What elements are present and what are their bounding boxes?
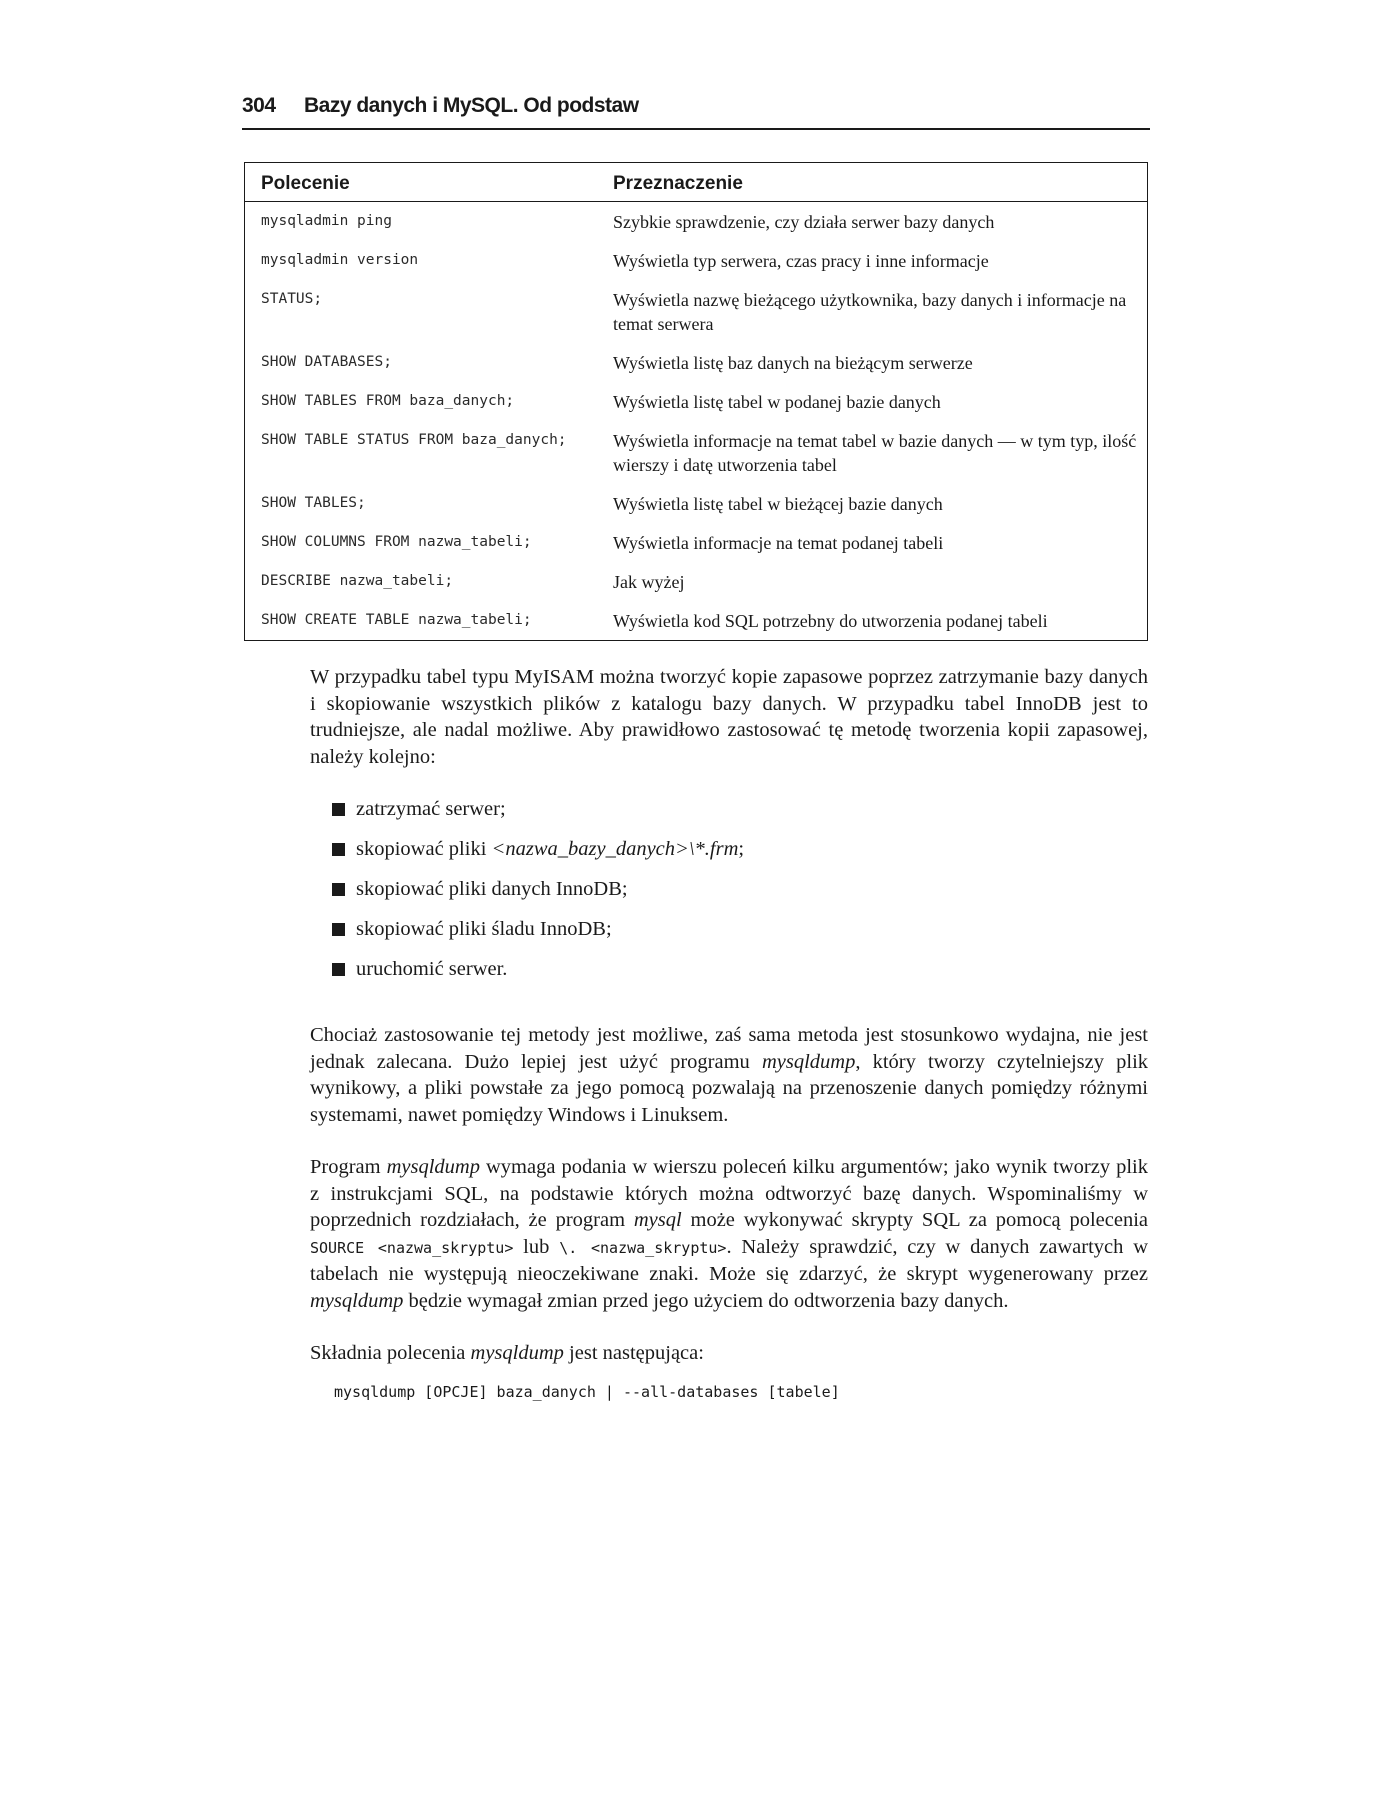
text-run: wymaga podania w wierszu poleceń kilku argumentów; jako wynik tworzy plik z instrukcjami SQL, na podstawie których można odtworzyć bazę danych. Wspominaliśmy w poprzednich rozdziałach, że program xyxy=(310,1156,1148,1231)
bullet-square-icon xyxy=(332,963,345,976)
table-row xyxy=(245,421,1148,484)
command-cell: mysqladmin ping xyxy=(261,213,392,229)
running-title: Bazy danych i MySQL. Od podstaw xyxy=(304,94,639,117)
paragraph-syntax-intro xyxy=(310,1340,1148,1367)
program-name: mysql xyxy=(633,1209,682,1231)
table-row xyxy=(245,523,1148,562)
page-header xyxy=(242,94,1150,130)
list-item-text: skopiować pliki śladu InnoDB; xyxy=(356,918,612,940)
table-row xyxy=(245,484,1148,523)
file-pattern: <nazwa_bazy_danych>\*.frm xyxy=(491,838,739,860)
list-item xyxy=(310,916,1148,956)
description-cell: Jak wyżej xyxy=(613,572,685,592)
table-row xyxy=(245,202,1148,242)
text-run: będzie wymagał zmian przed jego użyciem do odtworzenia bazy danych. xyxy=(403,1289,1009,1312)
program-name: mysqldump xyxy=(310,1289,404,1312)
program-name: mysqldump xyxy=(761,1050,856,1073)
bullet-square-icon xyxy=(332,923,345,936)
list-item xyxy=(310,876,1148,916)
text-run: lub xyxy=(513,1235,560,1258)
description-cell: Wyświetla listę tabel w podanej bazie danych xyxy=(613,392,941,412)
text-run: Chociaż zastosowanie tej metody jest możliwe, zaś sama metoda jest stosunkowo wydajna, nie jest jednak zalecana. Dużo lepiej jest użyć programu xyxy=(310,1024,1148,1073)
commands-table xyxy=(244,162,1148,641)
list-item-text: skopiować pliki danych InnoDB; xyxy=(356,878,628,900)
column-header-purpose: Przeznaczenie xyxy=(603,163,1148,202)
inline-code: SOURCE <nazwa_skryptu> xyxy=(310,1238,514,1257)
list-item xyxy=(310,956,1148,996)
inline-code: \. <nazwa_skryptu> xyxy=(559,1238,727,1257)
bullet-square-icon xyxy=(332,883,345,896)
program-name: mysqldump xyxy=(470,1342,564,1364)
paragraph-mysqldump-recommendation xyxy=(310,1022,1148,1128)
description-cell: Szybkie sprawdzenie, czy działa serwer bazy danych xyxy=(613,212,995,232)
command-cell: SHOW DATABASES; xyxy=(261,354,392,370)
description-cell: Wyświetla informacje na temat tabel w bazie danych — w tym typ, ilość wierszy i datę utworzenia tabel xyxy=(613,431,1137,475)
description-cell: Wyświetla typ serwera, czas pracy i inne informacje xyxy=(613,251,989,271)
description-cell: Wyświetla listę baz danych na bieżącym serwerze xyxy=(613,353,973,373)
list-item-text: uruchomić serwer. xyxy=(356,958,508,980)
paragraph-backup-intro: W przypadku tabel typu MyISAM można tworzyć kopie zapasowe poprzez zatrzymanie bazy danych i skopiowanie wszystkich plików z katalogu bazy danych. W przypadku tabel InnoDB jest to trudniejsze, ale nadal możliwe. Aby prawidłowo zastosować tę metodę tworzenia kopii zapasowej, należy kolejno: xyxy=(310,666,1148,768)
description-cell: Wyświetla listę tabel w bieżącej bazie danych xyxy=(613,494,943,514)
syntax-code-block: mysqldump [OPCJE] baza_danych | --all-databases [tabele] xyxy=(334,1382,840,1401)
table-header-row xyxy=(245,163,1148,202)
text-run: , który tworzy czytelniejszy plik wynikowy, a pliki powstałe za jego pomocą pozwalają na przenoszenie danych pomiędzy różnymi systemami, nawet pomiędzy Windows i Linuksem. xyxy=(310,1050,1149,1126)
table-row xyxy=(245,382,1148,421)
body-text xyxy=(310,664,1148,1405)
bullet-square-icon xyxy=(332,803,345,816)
column-header-command: Polecenie xyxy=(245,163,604,202)
description-cell: Wyświetla kod SQL potrzebny do utworzenia podanej tabeli xyxy=(613,611,1048,631)
description-cell: Wyświetla informacje na temat podanej tabeli xyxy=(613,533,944,553)
text-run: . Należy sprawdzić, czy w danych zawartych w tabelach nie występują nieoczekiwane znaki. Może się zdarzyć, że skrypt wygenerowany przez xyxy=(310,1235,1149,1285)
backup-steps-list xyxy=(310,796,1148,996)
command-cell: STATUS; xyxy=(261,291,323,307)
text-run: Program xyxy=(310,1156,387,1178)
list-item xyxy=(310,796,1148,836)
text-run: Składnia polecenia xyxy=(310,1342,471,1364)
paragraph-mysqldump-description xyxy=(310,1154,1148,1314)
table-row xyxy=(245,343,1148,382)
page-number: 304 xyxy=(242,94,276,117)
command-cell: mysqladmin version xyxy=(261,252,419,268)
table-row xyxy=(245,562,1148,601)
table-row xyxy=(245,280,1148,343)
command-cell: SHOW TABLE STATUS FROM baza_danych; xyxy=(261,432,567,448)
table-row xyxy=(245,601,1148,641)
command-cell: SHOW COLUMNS FROM nazwa_tabeli; xyxy=(261,534,532,550)
list-item-text-end: ; xyxy=(738,838,745,860)
command-cell: SHOW TABLES; xyxy=(261,495,366,511)
description-cell: Wyświetla nazwę bieżącego użytkownika, bazy danych i informacje na temat serwera xyxy=(613,290,1127,334)
table-row xyxy=(245,241,1148,280)
command-cell: DESCRIBE nazwa_tabeli; xyxy=(261,573,454,589)
command-cell: SHOW CREATE TABLE nazwa_tabeli; xyxy=(261,612,532,628)
command-cell: SHOW TABLES FROM baza_danych; xyxy=(261,393,515,409)
program-name: mysqldump xyxy=(386,1156,480,1178)
list-item-text: skopiować pliki xyxy=(356,838,492,860)
list-item-text: zatrzymać serwer; xyxy=(356,798,506,820)
text-run: może wykonywać skrypty SQL za pomocą polecenia xyxy=(681,1209,1148,1231)
list-item xyxy=(310,836,1148,876)
text-run: jest następująca: xyxy=(563,1342,704,1364)
bullet-square-icon xyxy=(332,843,345,856)
